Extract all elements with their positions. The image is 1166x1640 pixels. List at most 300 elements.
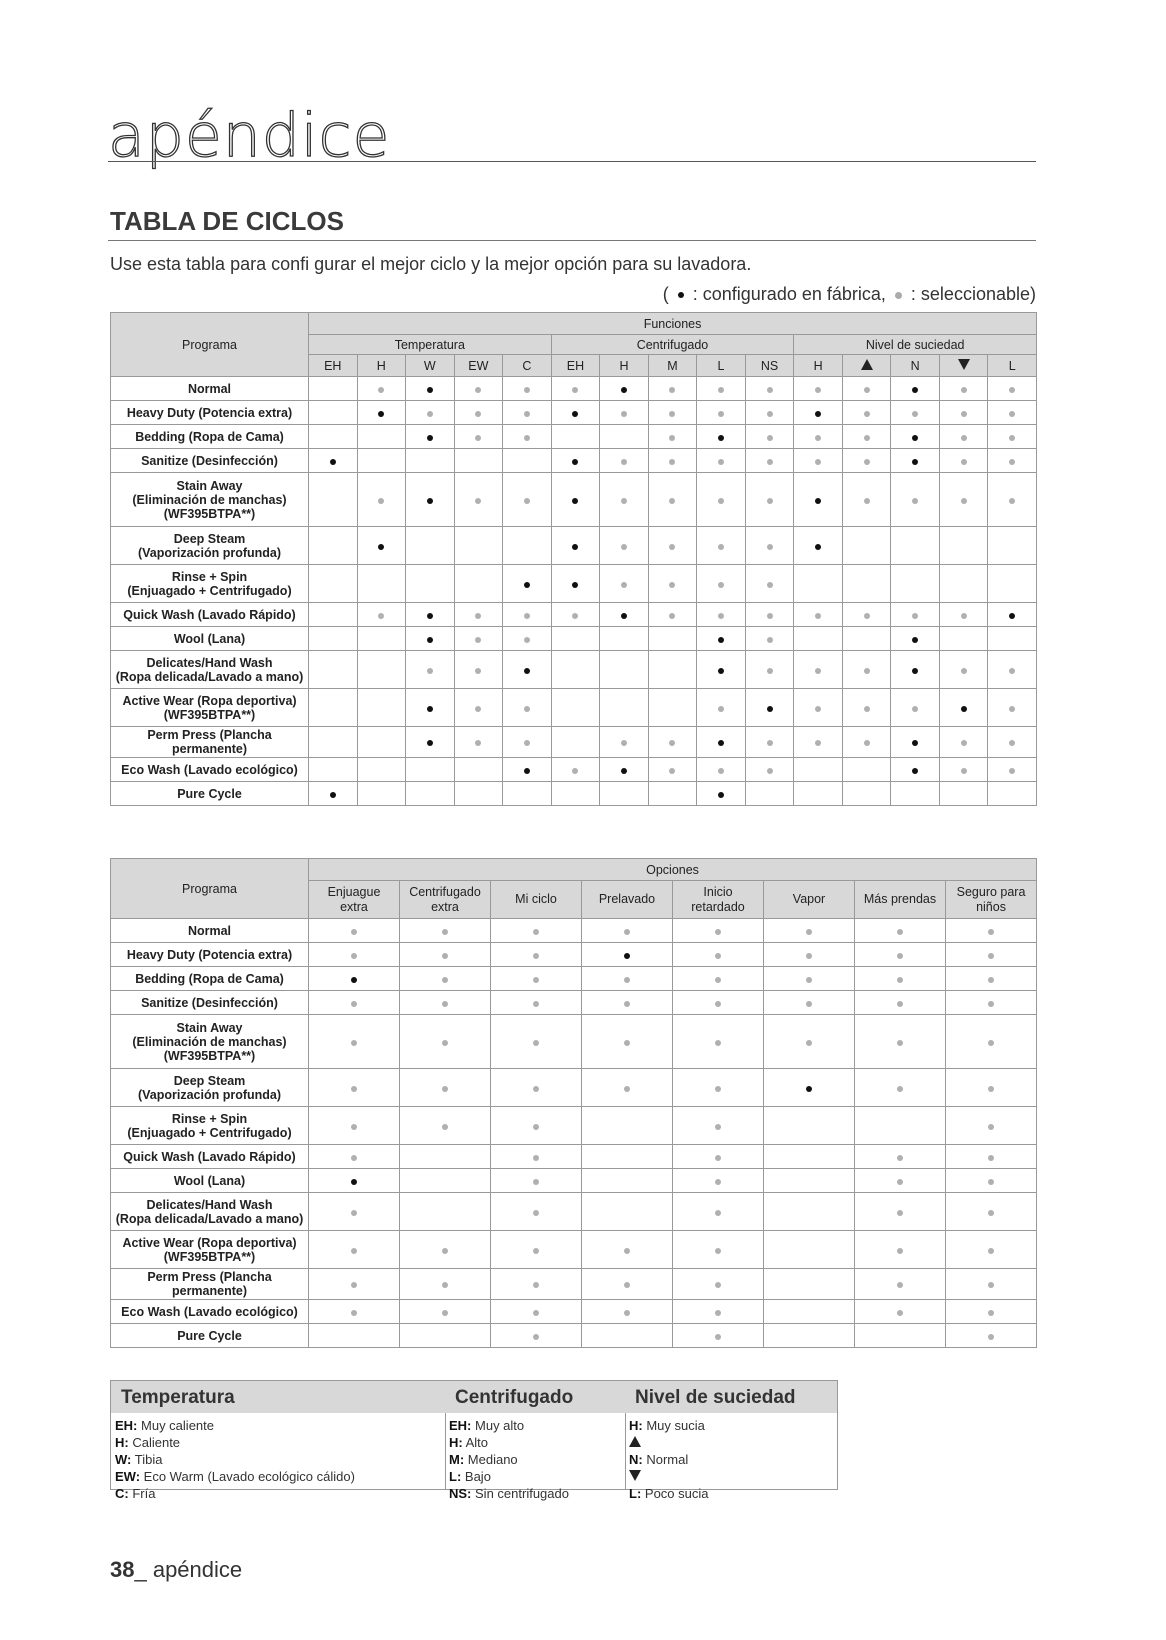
table-cell [503, 727, 552, 758]
table-cell [454, 603, 503, 627]
options-group-header: Opciones [309, 859, 1037, 881]
table-cell [745, 449, 794, 473]
table-cell [939, 727, 988, 758]
selectable-dot-icon [897, 977, 903, 983]
table-row [111, 943, 1037, 967]
table-cell [842, 425, 891, 449]
table-cell [491, 1107, 582, 1145]
selectable-dot-icon [442, 1086, 448, 1092]
selectable-dot-icon [897, 1210, 903, 1216]
table-cell [673, 1169, 764, 1193]
table-cell [745, 425, 794, 449]
table-cell [309, 449, 358, 473]
selectable-dot-icon [621, 459, 627, 465]
selectable-dot-icon [1009, 435, 1015, 441]
key-entry [629, 1468, 833, 1485]
table-cell [406, 689, 455, 727]
table-cell [551, 449, 600, 473]
table-cell [454, 689, 503, 727]
factory-default-dot-icon [961, 706, 967, 712]
selectable-dot-icon [864, 613, 870, 619]
selectable-dot-icon [767, 435, 773, 441]
selectable-dot-icon [961, 387, 967, 393]
table-cell [745, 651, 794, 689]
key-entry [449, 1451, 621, 1468]
selectable-dot-icon [378, 498, 384, 504]
selectable-dot-icon [897, 953, 903, 959]
program-name [111, 1300, 309, 1324]
table-cell [891, 449, 940, 473]
selectable-dot-icon [715, 1124, 721, 1130]
selectable-dot-icon [378, 613, 384, 619]
selectable-dot-icon [718, 387, 724, 393]
selectable-dot-icon [961, 411, 967, 417]
table-cell [764, 1300, 855, 1324]
table-cell [697, 651, 746, 689]
table-cell [582, 1231, 673, 1269]
intro-text: Use esta tabla para confi gurar el mejor ciclo y la mejor opción para su lavadora. [110, 254, 752, 274]
factory-default-dot-icon [621, 387, 627, 393]
factory-default-dot-icon [624, 953, 630, 959]
table-cell [309, 1269, 400, 1300]
selectable-dot-icon [669, 459, 675, 465]
table-cell [454, 449, 503, 473]
table-cell [600, 689, 649, 727]
table-cell [582, 1015, 673, 1069]
table-cell [400, 1231, 491, 1269]
temperature-key [111, 1381, 445, 1501]
table-cell [406, 449, 455, 473]
table-cell [491, 1231, 582, 1269]
table-cell [988, 727, 1037, 758]
table-cell [745, 401, 794, 425]
subcolumn-header: EH [551, 355, 600, 377]
table-row [111, 1069, 1037, 1107]
table-cell [946, 991, 1037, 1015]
key-code: NS: [449, 1486, 472, 1501]
selectable-dot-icon [624, 1001, 630, 1007]
key-description: Eco Warm (Lavado ecológico cálido) [143, 1469, 355, 1484]
selectable-dot-icon [912, 411, 918, 417]
factory-default-dot-icon [378, 411, 384, 417]
factory-default-dot-icon [912, 768, 918, 774]
table-cell [491, 1324, 582, 1348]
table-cell [309, 727, 358, 758]
temperature-group-header: Temperatura [309, 335, 552, 355]
selectable-dot-icon [988, 1282, 994, 1288]
table-cell [406, 473, 455, 527]
program-name-line: Wool (Lana) [173, 631, 246, 646]
factory-dot-icon [678, 292, 684, 298]
table-cell [946, 1231, 1037, 1269]
table-cell [946, 967, 1037, 991]
table-cell [551, 727, 600, 758]
factory-default-dot-icon [912, 435, 918, 441]
selectable-dot-icon [378, 387, 384, 393]
section-divider [108, 240, 1036, 241]
table-cell [697, 603, 746, 627]
selectable-dot-icon [524, 740, 530, 746]
factory-default-dot-icon [330, 459, 336, 465]
program-name [111, 758, 309, 782]
table-cell [357, 782, 406, 806]
table-cell [764, 1069, 855, 1107]
selectable-dot-icon [897, 1310, 903, 1316]
factory-default-dot-icon [572, 544, 578, 550]
program-name-line: Stain Away [176, 1020, 243, 1035]
table-cell [794, 603, 843, 627]
table-cell [764, 1324, 855, 1348]
table-cell [842, 449, 891, 473]
factory-default-dot-icon [806, 1086, 812, 1092]
table-cell [855, 1107, 946, 1145]
table-cell [454, 782, 503, 806]
key-entry [629, 1434, 833, 1451]
legend-factory-text: : configurado en fábrica, [692, 284, 886, 304]
table-cell [582, 991, 673, 1015]
table-cell [946, 1169, 1037, 1193]
selectable-dot-icon [524, 637, 530, 643]
key-description: Mediano [467, 1452, 518, 1467]
table-row [111, 991, 1037, 1015]
selectable-dot-icon [475, 411, 481, 417]
selectable-dot-icon [669, 768, 675, 774]
table-cell [454, 473, 503, 527]
selectable-dot-icon [1009, 668, 1015, 674]
table-cell [309, 1231, 400, 1269]
option-column-header [764, 881, 855, 919]
subcolumn-header: L [697, 355, 746, 377]
selectable-dot-icon [715, 1210, 721, 1216]
selectable-dot-icon [524, 706, 530, 712]
selectable-dot-icon [1009, 459, 1015, 465]
selectable-dot-icon [806, 1001, 812, 1007]
table-cell [309, 473, 358, 527]
selectable-dot-icon [533, 1124, 539, 1130]
program-name-line: Delicates/Hand Wash [146, 655, 273, 670]
factory-default-dot-icon [912, 637, 918, 643]
selectable-dot-icon [988, 1310, 994, 1316]
table-cell [582, 1069, 673, 1107]
key-code: M: [449, 1452, 465, 1467]
factory-default-dot-icon [718, 792, 724, 798]
table-cell [491, 1069, 582, 1107]
table-cell [794, 377, 843, 401]
table-cell [400, 1324, 491, 1348]
table-cell [582, 919, 673, 943]
page-footer [110, 1557, 242, 1583]
selectable-dot-icon [669, 387, 675, 393]
factory-default-dot-icon [912, 668, 918, 674]
table-cell [551, 565, 600, 603]
selectable-dot-icon [475, 613, 481, 619]
selectable-dot-icon [621, 498, 627, 504]
table-cell [454, 527, 503, 565]
selectable-dot-icon [806, 929, 812, 935]
program-name-line: Heavy Duty (Potencia extra) [126, 405, 293, 420]
selectable-dot-icon [988, 953, 994, 959]
selectable-dot-icon [475, 498, 481, 504]
table-cell [503, 603, 552, 627]
subcolumn-header: NS [745, 355, 794, 377]
table-cell [842, 603, 891, 627]
selectable-dot-icon [988, 1040, 994, 1046]
program-name-line: (Enjuagado + Centrifugado) [127, 583, 292, 598]
abbreviation-key [110, 1380, 838, 1501]
option-header-line: Mi ciclo [515, 892, 557, 906]
table-cell [939, 603, 988, 627]
selectable-dot-icon [961, 668, 967, 674]
program-name-line: Normal [187, 381, 232, 396]
selectable-dot-icon [1009, 387, 1015, 393]
selectable-dot-icon [864, 435, 870, 441]
program-name [111, 425, 309, 449]
key-description: Bajo [464, 1469, 491, 1484]
selectable-dot-icon [621, 582, 627, 588]
selectable-dot-icon [715, 1310, 721, 1316]
program-name-line: Pure Cycle [177, 1328, 242, 1343]
table-cell [357, 651, 406, 689]
selectable-dot-icon [912, 706, 918, 712]
table-cell [582, 1107, 673, 1145]
table-cell [648, 473, 697, 527]
symbol-legend [663, 284, 1036, 305]
table-cell [400, 967, 491, 991]
table-cell [648, 401, 697, 425]
program-name-line: Normal [187, 923, 232, 938]
program-name-line: Bedding (Ropa de Cama) [135, 429, 284, 444]
program-name-line: Delicates/Hand Wash [146, 1197, 273, 1212]
selectable-dot-icon [351, 1210, 357, 1216]
selectable-dot-icon [897, 1155, 903, 1161]
table-cell [855, 1069, 946, 1107]
table-cell [794, 565, 843, 603]
table-cell [491, 1300, 582, 1324]
program-name-line: Eco Wash (Lavado ecológico) [121, 762, 298, 777]
table-row [111, 1269, 1037, 1300]
selectable-dot-icon [624, 1310, 630, 1316]
factory-default-dot-icon [621, 768, 627, 774]
selectable-dot-icon [669, 740, 675, 746]
table-cell [745, 782, 794, 806]
table-cell [400, 1015, 491, 1069]
footer-label: _ apéndice [134, 1557, 243, 1582]
key-entry [115, 1417, 441, 1434]
selectable-dot-icon [351, 1282, 357, 1288]
table-cell [600, 627, 649, 651]
selectable-dot-icon [815, 740, 821, 746]
table-cell [503, 758, 552, 782]
selectable-dot-icon [669, 435, 675, 441]
table-cell [491, 1145, 582, 1169]
table-cell [842, 401, 891, 425]
table-cell [600, 727, 649, 758]
option-column-header [946, 881, 1037, 919]
table-cell [357, 627, 406, 651]
temperature-key-title: Temperatura [111, 1381, 445, 1413]
table-cell [697, 449, 746, 473]
program-name [111, 1324, 309, 1348]
key-entry [629, 1485, 833, 1502]
selectable-dot-icon [475, 740, 481, 746]
selectable-dot-icon [988, 1155, 994, 1161]
table-cell [946, 943, 1037, 967]
table-cell [600, 651, 649, 689]
table-cell [939, 689, 988, 727]
table-cell [891, 758, 940, 782]
subcolumn-header [842, 355, 891, 377]
key-code: H: [115, 1435, 129, 1450]
soil-key-title: Nivel de suciedad [625, 1381, 837, 1413]
table-cell [357, 758, 406, 782]
page-number: 38 [110, 1557, 135, 1582]
factory-default-dot-icon [572, 459, 578, 465]
table-cell [309, 651, 358, 689]
table-cell [454, 401, 503, 425]
program-name-line: (Ropa delicada/Lavado a mano) [115, 669, 304, 684]
table-cell [406, 377, 455, 401]
table-cell [697, 782, 746, 806]
selectable-dot-icon [897, 1248, 903, 1254]
subcolumn-header: N [891, 355, 940, 377]
table-cell [400, 1145, 491, 1169]
key-entry [449, 1434, 621, 1451]
option-header-line: Inicio [703, 884, 733, 899]
program-name-line: (WF395BTPA**) [163, 1048, 256, 1063]
factory-default-dot-icon [427, 740, 433, 746]
table-row [111, 689, 1037, 727]
selectable-dot-icon [351, 929, 357, 935]
program-name-line: (Eliminación de manchas) [132, 492, 287, 507]
table-cell [551, 782, 600, 806]
option-header-line: extra [340, 899, 368, 914]
factory-default-dot-icon [815, 498, 821, 504]
selectable-dot-icon [864, 668, 870, 674]
selectable-dot-icon [524, 613, 530, 619]
selectable-dot-icon [988, 1210, 994, 1216]
key-code: C: [115, 1486, 129, 1501]
soil-group-header: Nivel de suciedad [794, 335, 1037, 355]
table-cell [855, 967, 946, 991]
table-cell [939, 473, 988, 527]
table-cell [600, 449, 649, 473]
table-cell [309, 967, 400, 991]
table-cell [745, 689, 794, 727]
factory-default-dot-icon [427, 387, 433, 393]
key-description: Fría [132, 1486, 156, 1501]
table-cell [939, 401, 988, 425]
table-cell [309, 1069, 400, 1107]
table-cell [309, 943, 400, 967]
selectable-dot-icon [624, 1040, 630, 1046]
table-cell [309, 758, 358, 782]
table-cell [551, 473, 600, 527]
selectable-dot-icon [806, 953, 812, 959]
table-cell [491, 1015, 582, 1069]
up-arrow-icon [861, 359, 873, 370]
program-name-line: (Eliminación de manchas) [132, 1034, 287, 1049]
key-code: EH: [115, 1418, 138, 1433]
table-cell [855, 1300, 946, 1324]
table-cell [357, 527, 406, 565]
selectable-dot-icon [718, 768, 724, 774]
table-cell [891, 603, 940, 627]
table-row [111, 1107, 1037, 1145]
table-cell [794, 727, 843, 758]
selectable-dot-icon [864, 740, 870, 746]
table-cell [309, 1324, 400, 1348]
factory-default-dot-icon [912, 740, 918, 746]
table-cell [400, 1269, 491, 1300]
table-cell [764, 1107, 855, 1145]
selectable-dot-icon [475, 706, 481, 712]
table-cell [309, 565, 358, 603]
table-cell [491, 1193, 582, 1231]
table-cell [551, 377, 600, 401]
table-cell [309, 1169, 400, 1193]
factory-default-dot-icon [427, 498, 433, 504]
factory-default-dot-icon [524, 668, 530, 674]
table-row [111, 651, 1037, 689]
table-row [111, 603, 1037, 627]
table-cell [673, 1107, 764, 1145]
selectable-dot-icon [669, 582, 675, 588]
program-name [111, 919, 309, 943]
table-cell [357, 565, 406, 603]
table-cell [939, 565, 988, 603]
key-code: EW: [115, 1469, 141, 1484]
down-arrow-icon [629, 1470, 641, 1481]
subcolumn-header: M [648, 355, 697, 377]
table-cell [891, 627, 940, 651]
selectable-dot-icon [718, 411, 724, 417]
subcolumn-header: EW [454, 355, 503, 377]
table-cell [842, 377, 891, 401]
table-row [111, 967, 1037, 991]
table-cell [309, 689, 358, 727]
table-cell [891, 425, 940, 449]
selectable-dot-icon [988, 929, 994, 935]
table-cell [582, 1324, 673, 1348]
key-entry [115, 1434, 441, 1451]
program-name [111, 1169, 309, 1193]
selectable-dot-icon [767, 768, 773, 774]
subcolumn-header [939, 355, 988, 377]
selectable-dot-icon [815, 435, 821, 441]
table-cell [855, 991, 946, 1015]
table-cell [582, 1145, 673, 1169]
table-cell [357, 689, 406, 727]
program-name-line: (Vaporización profunda) [137, 1087, 282, 1102]
program-name [111, 401, 309, 425]
key-entry [115, 1485, 441, 1502]
table-cell [745, 527, 794, 565]
program-name [111, 627, 309, 651]
soil-key [625, 1381, 837, 1501]
selectable-dot-icon [427, 668, 433, 674]
table-cell [794, 449, 843, 473]
table-cell [764, 1015, 855, 1069]
option-column-header [673, 881, 764, 919]
program-name [111, 1145, 309, 1169]
key-code: EH: [449, 1418, 472, 1433]
selectable-dot-icon [572, 613, 578, 619]
table-cell [939, 758, 988, 782]
table-cell [454, 627, 503, 651]
table-cell [891, 727, 940, 758]
table-cell [551, 651, 600, 689]
selectable-dot-icon [442, 953, 448, 959]
